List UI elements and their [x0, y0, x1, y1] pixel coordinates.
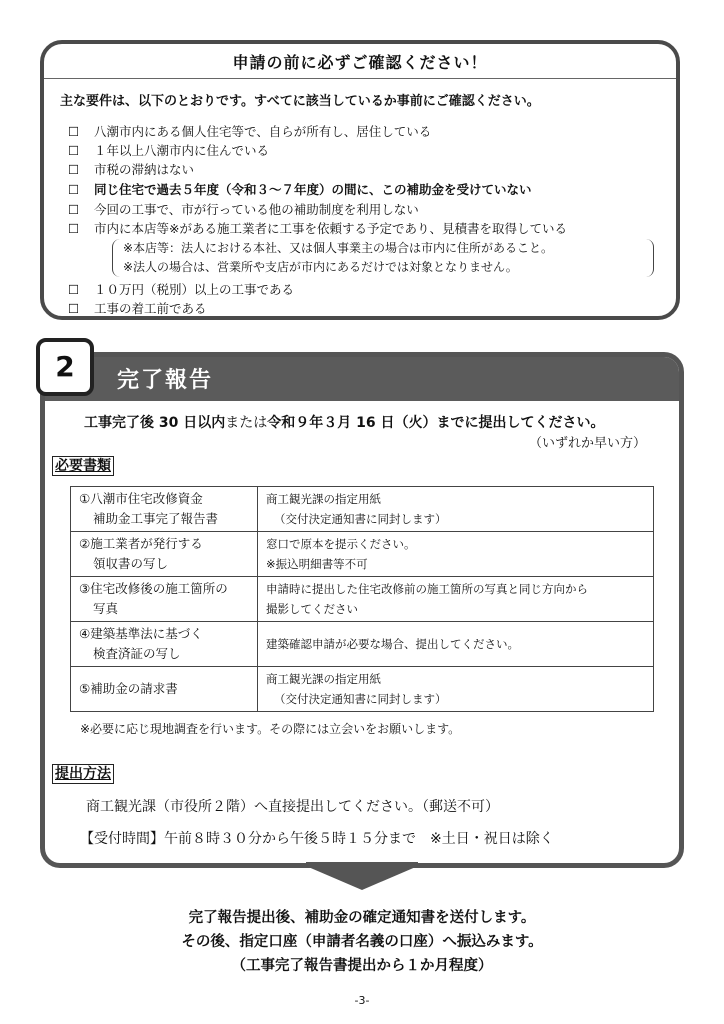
table-row	[71, 532, 654, 577]
footer-line: その後、指定口座（申請者名義の口座）へ振込みます。	[181, 934, 543, 950]
required-docs-table	[70, 486, 654, 712]
page-number: -3-	[354, 994, 370, 1007]
down-arrow-icon	[306, 866, 418, 890]
requirement-item: ☐ 市税の滞納はない	[68, 162, 195, 177]
requirement-item: ☐ 今回の工事で、市が行っている他の補助制度を利用しない	[68, 202, 419, 217]
doc-name-cell: ④建築基準法に基づく 検査済証の写し	[71, 622, 258, 667]
doc-desc-cell: 窓口で原本を提示ください。 ※振込明細書等不可	[258, 532, 654, 577]
doc-name-cell: ②施工業者が発行する 領収書の写し	[71, 532, 258, 577]
submission-description: 商工観光課（市役所２階）へ直接提出してください。（郵送不可）	[86, 799, 499, 815]
checkbox-icon: ☐	[68, 124, 80, 139]
requirement-item: ☐ 市内に本店等※がある施工業者に工事を依頼する予定であり、見積書を取得している	[68, 221, 567, 236]
checkbox-icon: ☐	[68, 182, 80, 197]
requirement-item: ☐ １年以上八潮市内に住んでいる	[68, 143, 270, 158]
section-title: 完了報告	[117, 368, 214, 393]
requirement-item: ☐ 八潮市内にある個人住宅等で、自らが所有し、居住している	[68, 124, 432, 139]
checkbox-icon: ☐	[68, 162, 80, 177]
checkbox-icon: ☐	[68, 282, 80, 297]
requirements-box	[40, 40, 680, 320]
doc-desc-cell: 商工観光課の指定用紙 （交付決定通知書に同封します）	[258, 667, 654, 712]
doc-desc-cell: 申請時に提出した住宅改修前の施工箇所の写真と同じ方向から 撮影してください	[258, 577, 654, 622]
section-header-band	[45, 357, 679, 401]
table-row	[71, 667, 654, 712]
table-row	[71, 577, 654, 622]
doc-name-cell: ③住宅改修後の施工箇所の 写真	[71, 577, 258, 622]
footer-line: 完了報告提出後、補助金の確定通知書を送付します。	[188, 910, 536, 926]
required-docs-heading: 必要書類	[52, 456, 114, 476]
doc-name-cell: ⑤補助金の請求書	[71, 667, 258, 712]
checkbox-icon: ☐	[68, 202, 80, 217]
doc-desc-cell: 建築確認申請が必要な場合、提出してください。	[258, 622, 654, 667]
requirement-item: ☐ １０万円（税別）以上の工事である	[68, 282, 295, 297]
requirement-item: ☐ 同じ住宅で過去５年度（令和３～７年度）の間に、この補助金を受けていない	[68, 182, 532, 197]
table-row	[71, 487, 654, 532]
checkbox-icon: ☐	[68, 143, 80, 158]
table-note: ※必要に応じ現地調査を行います。その際には立会いをお願いします。	[80, 722, 461, 736]
table-row	[71, 622, 654, 667]
doc-name-cell: ①八潮市住宅改修資金 補助金工事完了報告書	[71, 487, 258, 532]
deadline-note: （いずれか早い方）	[528, 436, 646, 451]
reception-hours: 【受付時間】午前８時３０分から午後５時１５分まで ※土日・祝日は除く	[80, 831, 554, 847]
requirement-item: ☐ 工事の着工前である	[68, 301, 207, 316]
submission-method-heading: 提出方法	[52, 764, 114, 784]
footer-line: （工事完了報告書提出から１か月程度）	[231, 958, 493, 974]
checkbox-icon: ☐	[68, 221, 80, 236]
note-bracket	[112, 239, 654, 277]
section-number-badge: 2	[36, 338, 94, 396]
requirements-intro: 主な要件は、以下のとおりです。すべてに該当しているか事前にご確認ください。	[60, 94, 540, 109]
deadline-text: 工事完了後 30 日以内または令和９年３月 16 日（火）までに提出してください。	[84, 415, 605, 431]
doc-desc-cell: 商工観光課の指定用紙 （交付決定通知書に同封します）	[258, 487, 654, 532]
note-text: ※法人の場合は、営業所や支店が市内にあるだけでは対象となりません。	[123, 260, 518, 274]
requirements-title: 申請の前に必ずご確認ください！	[232, 53, 488, 72]
note-text: ※本店等：法人における本社、又は個人事業主の場合は市内に住所があること。	[123, 241, 554, 255]
checkbox-icon: ☐	[68, 301, 80, 316]
title-divider	[44, 78, 676, 79]
